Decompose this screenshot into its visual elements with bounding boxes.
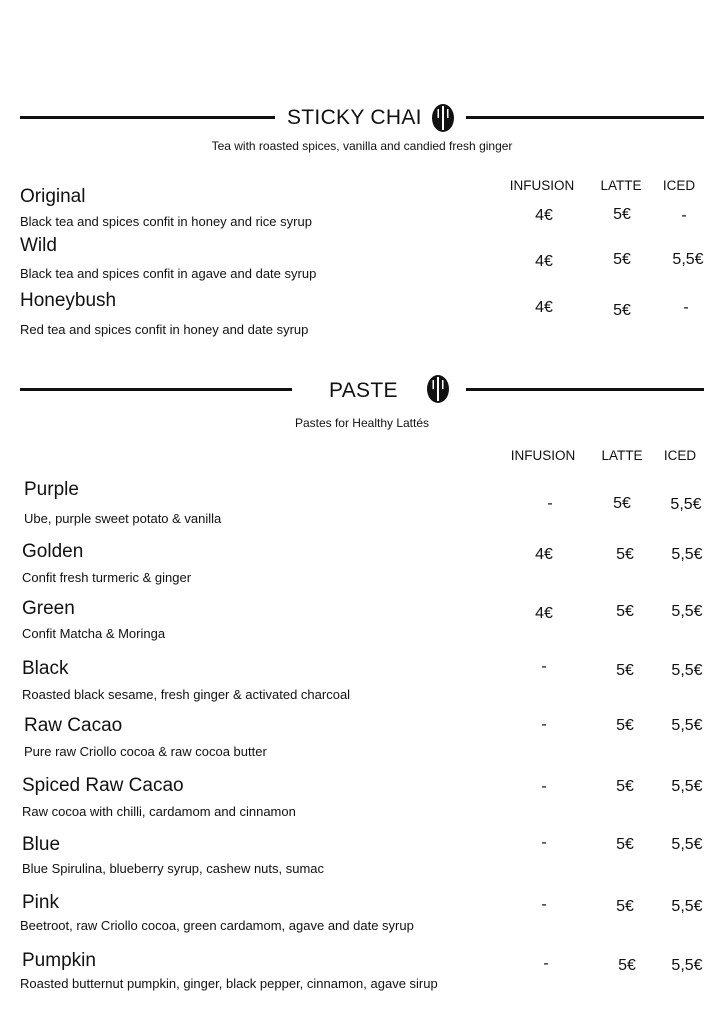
menu-item-description: Blue Spirulina, blueberry syrup, cashew nuts, sumac bbox=[22, 861, 325, 876]
menu-item-name: Pumpkin bbox=[22, 950, 96, 971]
price-latte: 5€ bbox=[616, 546, 634, 563]
price-infusion: - bbox=[543, 955, 549, 972]
price-infusion: 4€ bbox=[535, 207, 553, 224]
section-rule-left bbox=[20, 388, 292, 391]
price-infusion: - bbox=[547, 495, 553, 512]
column-header-infusion: INFUSION bbox=[510, 448, 576, 463]
column-header-latte: LATTE bbox=[600, 178, 642, 193]
menu-item-description: Confit fresh turmeric & ginger bbox=[22, 570, 192, 585]
price-iced: - bbox=[683, 299, 689, 316]
menu-item-name: Golden bbox=[22, 541, 84, 562]
menu-item-name: Purple bbox=[24, 479, 79, 500]
price-infusion: 4€ bbox=[535, 605, 553, 622]
menu-item-name: Original bbox=[20, 186, 86, 207]
price-iced: 5,5€ bbox=[671, 957, 703, 974]
menu-item-description: Raw cocoa with chilli, cardamom and cinnamon bbox=[22, 804, 296, 819]
menu-item-description: Roasted butternut pumpkin, ginger, black pepper, cinnamon, agave sirup bbox=[20, 976, 438, 991]
menu-item-name: Wild bbox=[20, 235, 57, 256]
price-iced: - bbox=[681, 207, 687, 224]
price-iced: 5,5€ bbox=[671, 898, 703, 915]
section-rule-right bbox=[466, 388, 704, 391]
section-subtitle: Pastes for Healthy Lattés bbox=[294, 416, 430, 430]
price-iced: 5,5€ bbox=[671, 662, 703, 679]
menu-item-description: Red tea and spices confit in honey and date syrup bbox=[20, 322, 309, 337]
price-latte: 5€ bbox=[616, 778, 634, 795]
menu-item-name: Blue bbox=[22, 834, 61, 855]
price-iced: 5,5€ bbox=[671, 717, 703, 734]
price-infusion: 4€ bbox=[535, 299, 553, 316]
price-latte: 5€ bbox=[616, 836, 634, 853]
price-iced: 5,5€ bbox=[671, 546, 703, 563]
price-infusion: - bbox=[541, 716, 547, 733]
column-header-iced: ICED bbox=[662, 178, 696, 193]
menu-item-description: Pure raw Criollo cocoa & raw cocoa butter bbox=[24, 744, 267, 759]
price-iced: 5,5€ bbox=[671, 836, 703, 853]
price-infusion: - bbox=[541, 834, 547, 851]
menu-item-description: Confit Matcha & Moringa bbox=[22, 626, 166, 641]
section-title: PASTE bbox=[329, 379, 398, 402]
menu-item-name: Spiced Raw Cacao bbox=[22, 775, 184, 796]
price-iced: 5,5€ bbox=[671, 603, 703, 620]
price-iced: 5,5€ bbox=[671, 778, 703, 795]
menu-item-description: Ube, purple sweet potato & vanilla bbox=[24, 511, 222, 526]
price-latte: 5€ bbox=[616, 898, 634, 915]
menu-item-description: Black tea and spices confit in honey and rice syrup bbox=[20, 214, 312, 229]
price-latte: 5€ bbox=[613, 206, 631, 223]
price-latte: 5€ bbox=[616, 717, 634, 734]
section-title: STICKY CHAI bbox=[287, 106, 422, 129]
price-latte: 5€ bbox=[613, 302, 631, 319]
price-latte: 5€ bbox=[613, 251, 631, 268]
price-iced: 5,5€ bbox=[670, 496, 702, 513]
price-latte: 5€ bbox=[616, 662, 634, 679]
price-infusion: - bbox=[541, 896, 547, 913]
price-latte: 5€ bbox=[613, 495, 631, 512]
menu-item-name: Black bbox=[22, 658, 69, 679]
cutlery-leaf-icon bbox=[431, 103, 455, 133]
price-infusion: 4€ bbox=[535, 546, 553, 563]
column-header-infusion: INFUSION bbox=[509, 178, 575, 193]
section-subtitle: Tea with roasted spices, vanilla and candied fresh ginger bbox=[211, 139, 513, 153]
price-infusion: 4€ bbox=[535, 253, 553, 270]
column-header-latte: LATTE bbox=[601, 448, 643, 463]
menu-item-name: Honeybush bbox=[20, 290, 117, 311]
price-iced: 5,5€ bbox=[672, 251, 704, 268]
menu-item-description: Beetroot, raw Criollo cocoa, green cardamom, agave and date syrup bbox=[20, 918, 414, 933]
price-latte: 5€ bbox=[618, 957, 636, 974]
menu-item-description: Roasted black sesame, fresh ginger & activated charcoal bbox=[22, 687, 351, 702]
price-infusion: - bbox=[541, 778, 547, 795]
section-rule-left bbox=[20, 116, 275, 119]
section-rule-right bbox=[466, 116, 704, 119]
column-header-iced: ICED bbox=[663, 448, 697, 463]
price-latte: 5€ bbox=[616, 603, 634, 620]
menu-item-name: Raw Cacao bbox=[24, 715, 123, 736]
price-infusion: - bbox=[541, 658, 547, 675]
menu-item-name: Pink bbox=[22, 892, 59, 913]
menu-item-name: Green bbox=[22, 598, 75, 619]
menu-item-description: Black tea and spices confit in agave and date syrup bbox=[20, 266, 317, 281]
cutlery-leaf-icon bbox=[426, 374, 450, 404]
